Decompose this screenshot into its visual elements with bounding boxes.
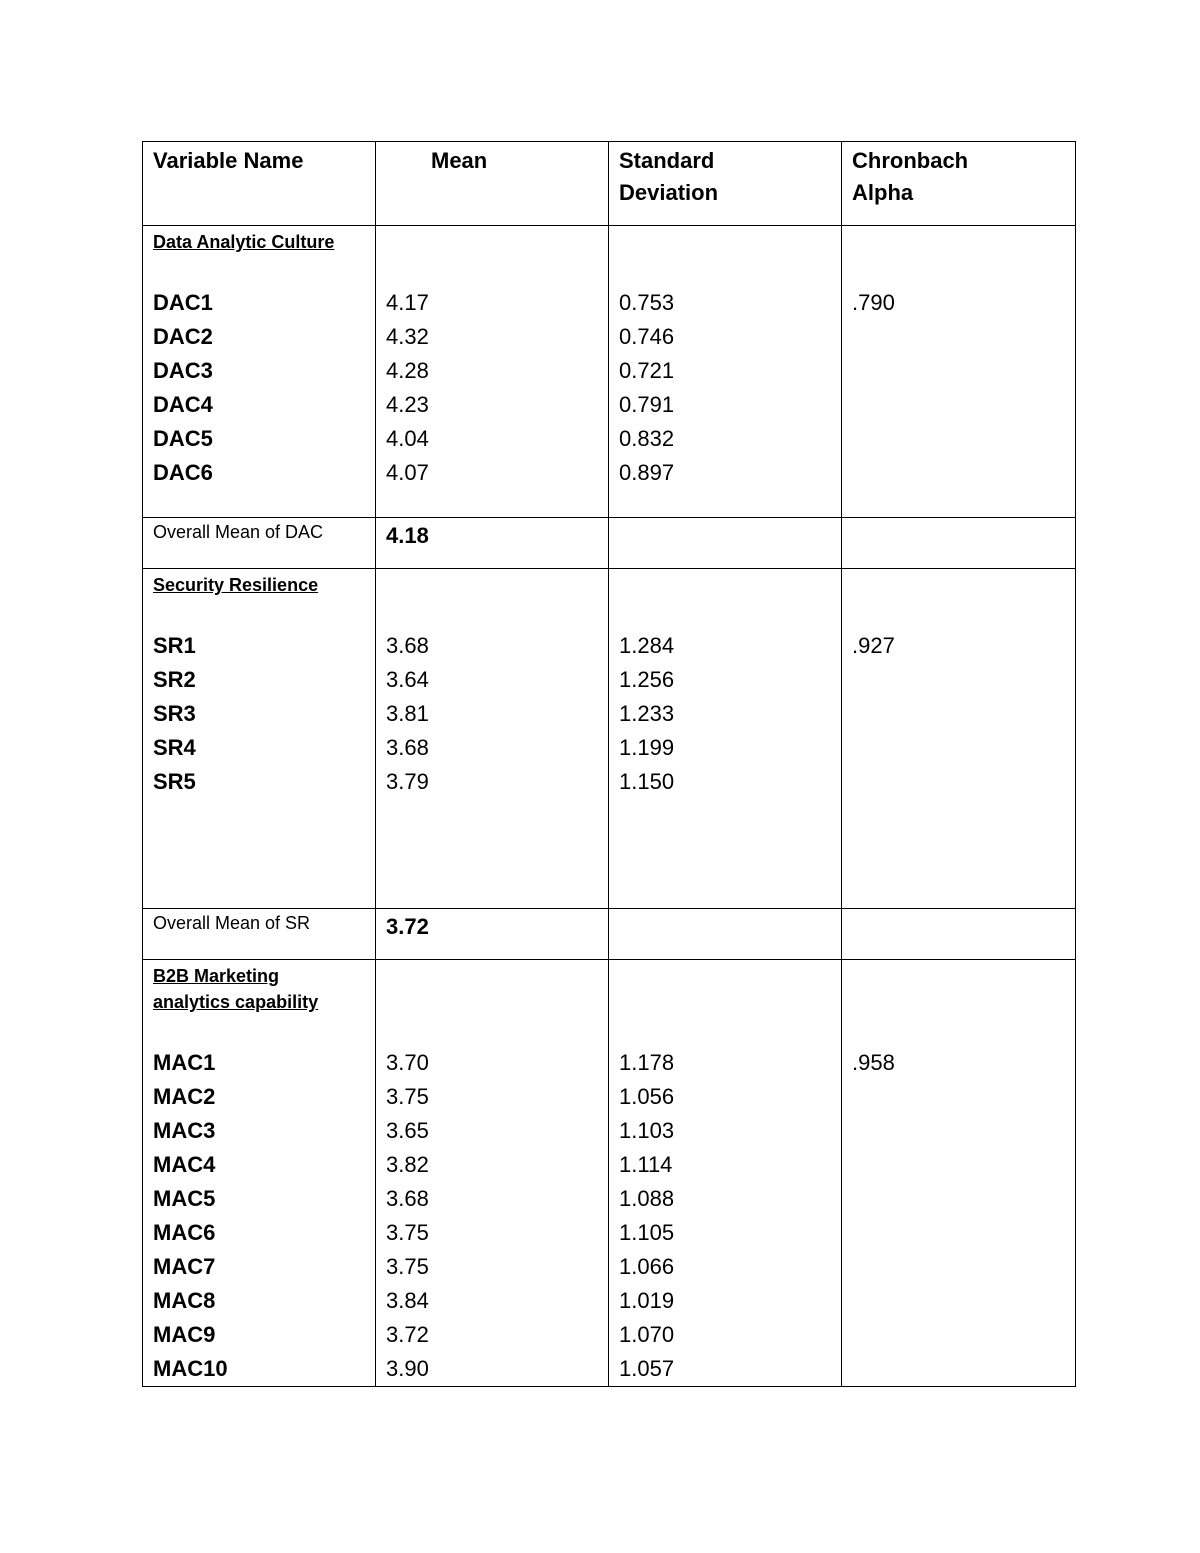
item-sd: 1.070: [619, 1322, 675, 1347]
item-mean: 4.04: [386, 426, 429, 451]
item-sd: 0.753: [619, 290, 675, 315]
sr-overall-row: [143, 909, 1076, 960]
sr-overall-label: Overall Mean of SR: [153, 913, 311, 933]
dac-overall-value: 4.18: [386, 523, 429, 548]
item-mean: 4.28: [386, 358, 429, 383]
item-mean: 3.75: [386, 1254, 429, 1279]
item-mean: 4.07: [386, 460, 429, 485]
dac-item-names: [153, 286, 365, 490]
dac-sd-cell: [609, 226, 842, 518]
item-sd: 1.284: [619, 633, 675, 658]
statistics-table: [142, 141, 1076, 1387]
header-chronbach-alpha: Chronbach Alpha: [842, 142, 1076, 226]
dac-item-means: [386, 286, 598, 490]
dac-names-cell: [143, 226, 376, 518]
dac-overall-row: [143, 518, 1076, 569]
item-name: MAC3: [153, 1118, 216, 1143]
sr-alpha-value: .927: [852, 633, 895, 658]
item-mean: 3.68: [386, 1186, 429, 1211]
mac-section: [143, 960, 1076, 1387]
item-mean: 3.84: [386, 1288, 429, 1313]
item-name: SR4: [153, 735, 196, 760]
item-name: MAC7: [153, 1254, 216, 1279]
item-mean: 3.72: [386, 1322, 429, 1347]
item-mean: 3.79: [386, 769, 429, 794]
item-sd: 0.791: [619, 392, 675, 417]
mac-item-means: [386, 1046, 598, 1386]
dac-section-title: Data Analytic Culture: [153, 232, 335, 252]
sr-section: [143, 569, 1076, 909]
item-name: MAC6: [153, 1220, 216, 1245]
item-name: DAC1: [153, 290, 213, 315]
header-mean: Mean: [376, 142, 609, 226]
item-sd: 0.721: [619, 358, 675, 383]
item-name: MAC9: [153, 1322, 216, 1347]
item-sd: 1.114: [619, 1152, 673, 1177]
item-mean: 3.65: [386, 1118, 429, 1143]
item-name: DAC3: [153, 358, 213, 383]
item-sd: 1.105: [619, 1220, 675, 1245]
sr-item-names: [153, 629, 365, 799]
header-standard-deviation: Standard Deviation: [609, 142, 842, 226]
item-name: MAC1: [153, 1050, 216, 1075]
item-name: DAC5: [153, 426, 213, 451]
item-mean: 3.68: [386, 735, 429, 760]
item-sd: 1.256: [619, 667, 675, 692]
item-mean: 4.17: [386, 290, 429, 315]
item-mean: 3.68: [386, 633, 429, 658]
sr-sd-cell: [609, 569, 842, 909]
mac-item-sds: [619, 1046, 831, 1386]
sr-means-cell: [376, 569, 609, 909]
item-name: MAC5: [153, 1186, 216, 1211]
item-name: DAC6: [153, 460, 213, 485]
item-name: SR5: [153, 769, 196, 794]
item-mean: 3.82: [386, 1152, 429, 1177]
header-variable-name: Variable Name: [143, 142, 376, 226]
item-mean: 4.32: [386, 324, 429, 349]
item-mean: 3.70: [386, 1050, 429, 1075]
item-sd: 0.897: [619, 460, 675, 485]
dac-alpha-value: .790: [852, 290, 895, 315]
item-name: MAC10: [153, 1356, 228, 1381]
item-sd: 1.019: [619, 1288, 675, 1313]
item-mean: 3.90: [386, 1356, 429, 1381]
mac-means-cell: [376, 960, 609, 1387]
dac-section: [143, 226, 1076, 518]
sr-section-title: Security Resilience: [153, 575, 319, 595]
sr-item-sds: [619, 629, 831, 799]
dac-overall-label: Overall Mean of DAC: [153, 522, 324, 542]
mac-alpha-value: .958: [852, 1050, 895, 1075]
item-sd: 1.088: [619, 1186, 675, 1211]
item-sd: 1.056: [619, 1084, 675, 1109]
item-name: MAC2: [153, 1084, 216, 1109]
mac-alpha-cell: [842, 960, 1076, 1387]
dac-item-sds: [619, 286, 831, 490]
item-name: MAC8: [153, 1288, 216, 1313]
item-name: DAC4: [153, 392, 213, 417]
item-mean: 3.64: [386, 667, 429, 692]
item-mean: 3.81: [386, 701, 429, 726]
item-sd: 1.066: [619, 1254, 675, 1279]
item-mean: 3.75: [386, 1220, 429, 1245]
header-row: [143, 142, 1076, 226]
item-name: SR3: [153, 701, 196, 726]
item-sd: 1.057: [619, 1356, 675, 1381]
item-sd: 1.233: [619, 701, 675, 726]
mac-names-cell: [143, 960, 376, 1387]
mac-item-names: [153, 1046, 365, 1386]
mac-sd-cell: [609, 960, 842, 1387]
item-mean: 3.75: [386, 1084, 429, 1109]
item-name: MAC4: [153, 1152, 216, 1177]
item-sd: 1.150: [619, 769, 675, 794]
dac-means-cell: [376, 226, 609, 518]
dac-alpha-cell: [842, 226, 1076, 518]
sr-names-cell: [143, 569, 376, 909]
item-name: SR1: [153, 633, 196, 658]
item-sd: 0.746: [619, 324, 675, 349]
sr-item-means: [386, 629, 598, 799]
item-name: DAC2: [153, 324, 213, 349]
item-name: SR2: [153, 667, 196, 692]
item-sd: 1.178: [619, 1050, 675, 1075]
sr-alpha-cell: [842, 569, 1076, 909]
item-mean: 4.23: [386, 392, 429, 417]
item-sd: 1.103: [619, 1118, 675, 1143]
sr-overall-value: 3.72: [386, 914, 429, 939]
item-sd: 0.832: [619, 426, 675, 451]
item-sd: 1.199: [619, 735, 675, 760]
mac-section-title: B2B Marketing analytics capability: [153, 966, 319, 1012]
